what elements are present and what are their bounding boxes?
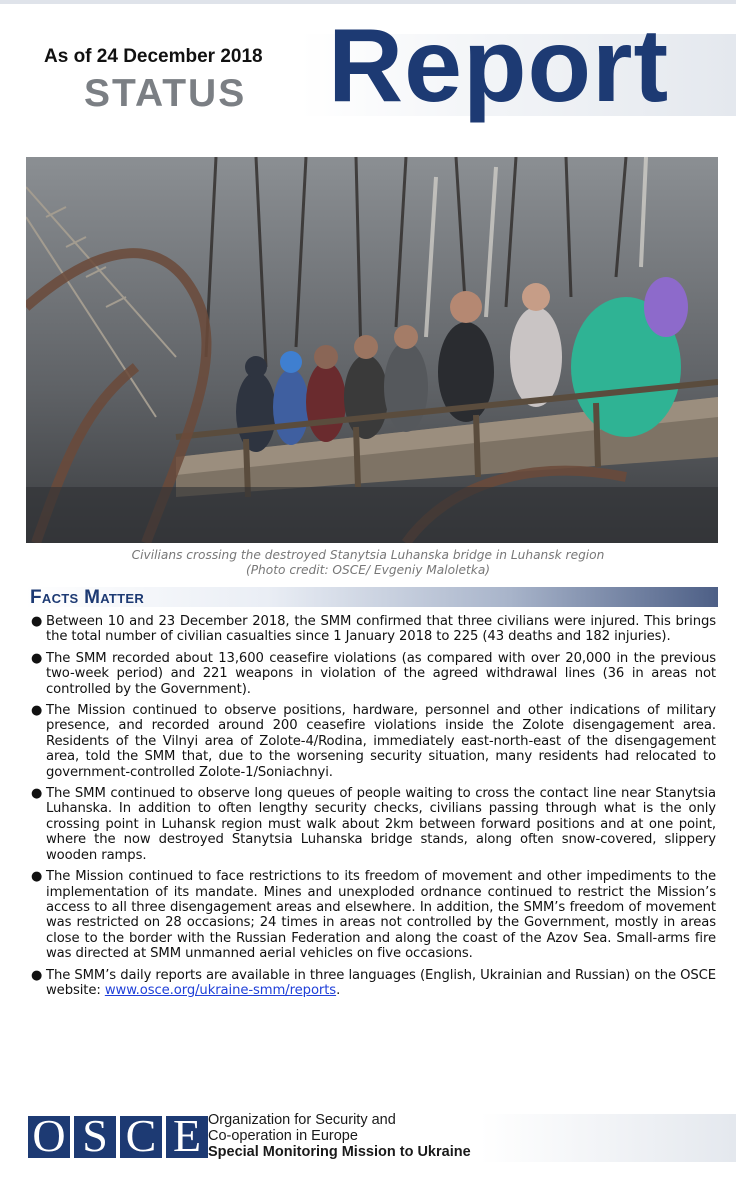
report-date: As of 24 December 2018 [44, 46, 263, 67]
facts-list [30, 614, 716, 1004]
list-item [30, 651, 716, 697]
reports-link[interactable]: www.osce.org/ukraine-smm/reports [104, 982, 337, 998]
org-line-3: Special Monitoring Mission to Ukraine [208, 1144, 471, 1160]
logo-letter-s: S [74, 1116, 116, 1158]
report-title: Report [328, 8, 670, 124]
footer-band [480, 1114, 736, 1162]
status-label: STATUS [84, 72, 247, 115]
list-item-text: Between 10 and 23 December 2018, the SMM confirmed that three civilians were injured. This brings the total number of civilian casualties since 1 January 2018 to 225 (43 deaths and 182 injuries). [46, 614, 716, 645]
bullet-icon: ● [31, 703, 43, 719]
list-item [30, 968, 716, 999]
organization-name [208, 1112, 471, 1160]
list-item [30, 703, 716, 780]
logo-letter-e: E [166, 1116, 208, 1158]
list-item-text: The SMM continued to observe long queues of people waiting to cross the contact line near Stanytsia Luhanska. In addition to often lengthy security checks, civilians passing through what is the only crossing point in Luhansk region must walk about 2km between forward positions and at one point, where the now destroyed Stanytsia Luhanska bridge stands, along often snow-covered, slippery wooden ramps. [46, 786, 716, 863]
list-item-text: The Mission continued to observe positions, hardware, personnel and other indications of military presence, and recorded around 200 ceasefire violations inside the Zolote disengagement area. Residents of the Vilnyi area of Zolote-4/Rodina, immediately east-north-east of the disengagement area, told the SMM that, due to the worsening security situation, many residents had relocated to government-controlled Zolote-1/Soniachnyi. [46, 703, 716, 780]
cover-photo [26, 157, 718, 543]
logo-letter-c: C [120, 1116, 162, 1158]
bullet-icon: ● [31, 967, 43, 983]
caption-line-1: Civilians crossing the destroyed Stanytsia Luhanska bridge in Luhansk region [131, 548, 605, 562]
bullet-icon: ● [31, 869, 43, 885]
list-item [30, 869, 716, 961]
logo-letter-o: O [28, 1116, 70, 1158]
photo-caption [0, 548, 736, 578]
list-item [30, 786, 716, 863]
list-item [30, 614, 716, 645]
org-line-1: Organization for Security and [208, 1112, 396, 1128]
list-item-text: The SMM recorded about 13,600 ceasefire violations (as compared with over 20,000 in the previous two-week period) and 221 weapons in violation of the agreed withdrawal lines (36 in areas not controlled by the Government). [46, 650, 716, 697]
bullet-icon: ● [31, 786, 43, 802]
list-item-end: . [336, 982, 341, 998]
org-line-2: Co-operation in Europe [208, 1128, 358, 1144]
caption-line-2: (Photo credit: OSCE/ Evgeniy Maloletka) [245, 563, 491, 577]
bullet-icon: ● [31, 650, 43, 666]
bullet-icon: ● [31, 614, 43, 629]
top-rule [0, 0, 736, 4]
osce-logo [28, 1116, 212, 1158]
facts-title: Facts Matter [30, 587, 145, 608]
list-item-text: The SMM’s daily reports are available in three languages (English, Ukrainian and Russian) on the OSCE website: [46, 967, 716, 998]
list-item-text: The Mission continued to face restrictions to its freedom of movement and other impediments to the implementation of its mandate. Mines and unexploded ordnance continued to restrict the Mission’s access to all three disengagement areas and elsewhere. In addition, the SMM’s freedom of movement was restricted on 28 occasions; 24 times in areas not controlled by the Government, mostly in areas close to the border with the Russian Federation and along the coast of the Azov Sea. Small-arms fire was directed at SMM unmanned aerial vehicles on five occasions. [46, 869, 716, 962]
